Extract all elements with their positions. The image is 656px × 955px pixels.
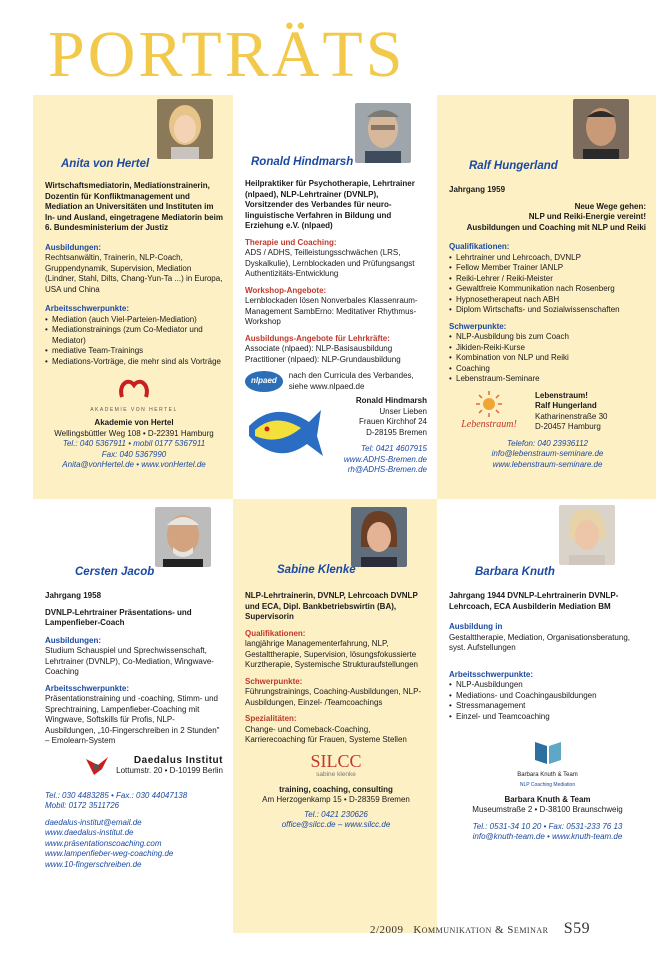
knuth-logo [449,738,646,791]
logo-text: Lebenstraum! [461,419,517,430]
nlpaed-row [245,371,427,392]
photo-anita [157,99,213,159]
address: Am Herzogenkamp 15 • D-28359 Bremen [262,795,410,804]
silcc-logo [245,750,427,781]
contact-block [325,396,427,476]
web-link[interactable]: info@knuth-team.de • www.knuth-team.de [472,832,623,841]
portrait-body [449,591,646,843]
phone: Tel.: 040 5367911 • mobil 0177 5367911 [62,439,206,448]
person-name: Cersten Jacob [75,566,155,578]
book-logo-icon [531,738,565,766]
web-link[interactable]: Anita@vonHertel.de • www.vonHertel.de [62,460,206,469]
address: D-28195 Bremen [366,427,427,437]
section-heading: Arbeitsschwerpunkte: [45,304,130,313]
section-text: Präsentationstraining und -coaching, Stimm- und Sprechtraining, Lampenfieber-Coaching mit Wingwave, Softskills für Profis, NLP-Ausbildungen, „10-Fingerschreiben in 2 Stunden" – Emolearn-System [45,694,220,745]
section-heading: Qualifikationen: [245,628,306,638]
year-text: Jahrgang 1958 [45,591,102,600]
hertel-logo-icon [114,375,154,401]
list-item: • Mediation (auch Viel-Parteien-Mediation) [45,315,223,326]
portrait-cersten [33,499,233,933]
slogan: NLP und Reiki-Energie vereint! [528,212,646,221]
magazine-name: Kommunikation & Seminar [413,924,549,936]
org-name: Ronald Hindmarsh [355,396,427,405]
intro-text: Jahrgang 1944 DVNLP-Lehrtrainerin DVNLP-Lehrcoach, ECA Ausbilderin Mediation BM [449,591,619,611]
list-item: • Stressmanagement [449,701,646,712]
portrait-sabine [233,499,437,933]
org-name: Barbara Knuth & Team [504,794,591,804]
slogan: Neue Wege gehen: [574,201,646,211]
address: Katharinenstraße 30 [535,411,608,421]
list-item: • Kombination von NLP und Reiki [449,353,646,364]
list-item: • Coaching [449,364,646,375]
tagline: training, coaching, consulting [279,784,393,794]
portrait-ralf [437,95,656,499]
list-item: • Jikiden-Reiki-Kurse [449,343,646,354]
web-link[interactable]: www.lampenfieber-weg-coaching.de [45,849,174,858]
section-heading: Workshop-Angebote: [245,285,327,295]
section-text: ADS / ADHS, Teilleistungsschwächen (LRS, Dyskalkulie), Lernblockaden und Prüfungsangst Authentizitäts-Entwicklung [245,248,415,278]
photo-ralf [573,99,629,159]
portrait-row-2 [33,499,656,933]
photo-sabine [351,507,407,567]
section-heading: Ausbildungs-Angebote für Lehrkräfte: [245,333,390,343]
section-heading: Schwerpunkte: [449,321,507,331]
qualification-list [449,253,646,316]
section-text: Change- und Comeback-Coaching, Karrierecoaching für Frauen, Systeme Stellen [245,724,407,744]
section-text: Lernblockaden lösen Nonverbales Klassenraum-Management SambErno: Meditativer Rhythmus-Workshop [245,296,418,326]
page-title: PORTRÄTS [48,18,406,91]
address: Lottumstr. 20 • D-10199 Berlin [116,766,223,775]
logo-subtext: NLP Coaching Mediation [519,782,576,788]
section-heading: Spezialitäten: [245,714,297,723]
list-item: • Mediations- und Coachingausbildungen [449,691,646,702]
logo-text: AKADEMIE VON HERTEL [90,406,178,413]
list-item: • mediative Team-Trainings [45,346,223,357]
portrait-body [449,185,646,470]
sun-logo-icon [474,391,504,417]
web-link[interactable]: www.ADHS-Bremen.de [343,454,427,464]
logo-text: Barbara Knuth & Team [517,771,578,778]
list-item: • Reiki-Lehrer / Reiki-Meister [449,274,646,285]
phone: Tel.: 0531-34 10 20 • Fax: 0531-233 76 13 [472,821,623,831]
phone: Tel.: 030 4483285 • Fax.: 030 44047138 [45,790,188,800]
section-text: langjährige Managementerfahrung, NLP, Gestalttherapie, Supervision, lösungsfokussierte Kurztherapie, Systemische Strukturaufstellungen [245,639,418,669]
portrait-body [245,179,427,476]
web-link[interactable]: www.lebenstraum-seminare.de [492,459,603,469]
issue-number: 2/2009 [370,924,404,936]
email-link[interactable]: info@lebenstraum-seminare.de [491,449,604,458]
list-item: • Mediationstrainings (zum Co-Mediator und Mediator) [45,325,223,346]
hertel-logo [45,375,223,415]
slogan: Ausbildungen und Coaching mit NLP und Reiki [466,222,646,232]
photo-barbara [559,505,615,565]
contact-block [535,391,608,433]
fax: Fax: 040 5367990 [101,449,167,459]
list-item: • Hypnosetherapeut nach ABH [449,295,646,306]
portrait-ronald [233,95,437,499]
intro-text: NLP-Lehrtrainerin, DVNLP, Lehrcoach DVNLP und ECA, Dipl. Bankbetriebswirtin (BA), Supervisorin [245,591,418,621]
intro-text: Wirtschaftsmediatorin, Mediationstrainerin, Dozentin für Konfliktmanagement und Mediation an Universitäten und Instituten im In- und Ausland, eingetragene Mediatorin beim 6. Bundesministerium der Justiz [45,181,223,232]
section-heading: Arbeitsschwerpunkte: [45,683,130,693]
section-heading: Ausbildungen: [45,635,101,645]
section-heading: Schwerpunkte: [245,676,303,686]
address: Wellingsbüttler Weg 108 • D-22391 Hamburg [54,428,214,438]
list-item: • Diplom Wirtschafts- und Sozialwissenschaften [449,305,646,316]
person-name: Anita von Hertel [61,158,150,170]
focus-list [45,315,223,368]
section-heading: Ausbildungen: [45,242,101,252]
section-text: Führungstrainings, Coaching-Ausbildungen, NLP-Ausbildungen, Einzel- /Teamcoachings [245,687,422,707]
page-number: S59 [563,920,591,937]
web-link[interactable]: www.10-fingerschreiben.de [45,859,142,869]
portrait-barbara [437,499,656,933]
list-item: • NLP-Ausbildungen [449,680,646,691]
org-name: Daedalus Institut [133,754,223,766]
fish-logo-icon [245,396,325,474]
person-name: Ronald Hindmarsh [251,156,354,168]
portrait-grid [33,95,656,933]
mobile: Mobil: 0172 3511726 [45,801,120,810]
daedalus-logo-icon [84,755,110,777]
person-name: Barbara Knuth [475,566,555,578]
year-text: Jahrgang 1959 [449,185,506,194]
list-item: • Einzel- und Teamcoaching [449,712,646,723]
section-text: Rechtsanwältin, Trainerin, NLP-Coach, Gruppendynamik, Supervision, Mediation (Lindner, Stahl, Dilts, Chang-Yun-Ta ...) in Europa, USA und China [45,253,223,294]
intro-text: Heilpraktiker für Psychotherapie, Lehrtrainer (nlpaed), NLP-Lehrtrainer (DVNLP), Vorsitzender des Verbandes für neuro-linguistische Verfahren in Bildung und Erziehung e.V. (nlpaed) [245,179,415,230]
phone: Tel: 0421 4607915 [361,444,427,453]
list-item: • Mediations-Vorträge, die mehr sind als Vorträge [45,357,223,368]
address: D-20457 Hamburg [535,422,601,431]
lebenstraum-logo [449,391,529,433]
person-name: Sabine Klenke [277,564,356,576]
web-link[interactable]: office@silcc.de – www.silcc.de [281,820,391,829]
email-link[interactable]: rh@ADHS-Bremen.de [347,465,427,474]
section-heading: Therapie und Coaching: [245,237,337,247]
list-item: • Gewaltfreie Kommunikation nach Rosenberg [449,284,646,295]
section-heading: Ausbildung in [449,622,503,631]
focus-list [449,332,646,385]
focus-list [449,680,646,722]
list-item: • Lebenstraum-Seminare [449,374,646,385]
photo-ronald [355,103,411,163]
curricula-text: nach den Curricula des Verbandes, siehe www.nlpaed.de [288,371,414,391]
section-heading: Qualifikationen: [449,242,510,251]
list-item: • Lehrtrainer und Lehrcoach, DVNLP [449,253,646,264]
daedalus-logo [45,755,223,777]
logo-text: SILCC [310,750,362,771]
nlpaed-logo: nlpaed [245,371,283,392]
contact-row [245,396,427,476]
section-text: Studium Schauspiel und Sprechwissenschaft, Lehrtrainer (DVNLP), Co-Mediation, Wingwave-Coaching [45,646,214,676]
web-link[interactable]: www.daedalus-institut.de [45,828,134,837]
address: Frauen Kirchhof 24 [358,417,427,426]
address: Museumstraße 2 • D-38100 Braunschweig [472,805,623,814]
section-heading: Arbeitsschwerpunkte: [449,669,534,679]
section-text: Gestalttherapie, Mediation, Organisationsberatung, syst. Aufstellungen [449,632,630,652]
portrait-anita [33,95,233,499]
page-footer [370,920,590,938]
contact-block [116,756,223,777]
section-text: Associate (nlpaed): NLP-Basisausbildung Practitioner (nlpaed): NLP-Grundausbildung [245,344,401,364]
list-item: • Fellow Member Trainer IANLP [449,263,646,274]
intro-text: DVNLP-Lehrtrainer Präsentations- und Lampenfieber-Coach [45,607,192,627]
org-name: Ralf Hungerland [535,401,597,410]
contact-row [449,391,646,433]
org-name: Lebenstraum! [535,390,588,400]
portrait-body [245,591,427,831]
portrait-body [45,591,223,870]
org-name: Akademie von Hertel [94,418,174,427]
phone: Telefon: 040 23936112 [507,438,588,448]
person-name: Ralf Hungerland [469,160,558,172]
photo-cersten [155,507,211,567]
web-link[interactable]: www.präsentationscoaching.com [45,838,162,848]
list-item: • NLP-Ausbildung bis zum Coach [449,332,646,343]
portrait-body [45,181,223,471]
portrait-row-1 [33,95,656,499]
email-link[interactable]: daedalus-institut@email.de [45,817,142,827]
address: Unser Lieben [379,406,427,416]
logo-subtext: sabine klenke [316,771,356,778]
phone: Tel.: 0421 230626 [304,809,368,819]
